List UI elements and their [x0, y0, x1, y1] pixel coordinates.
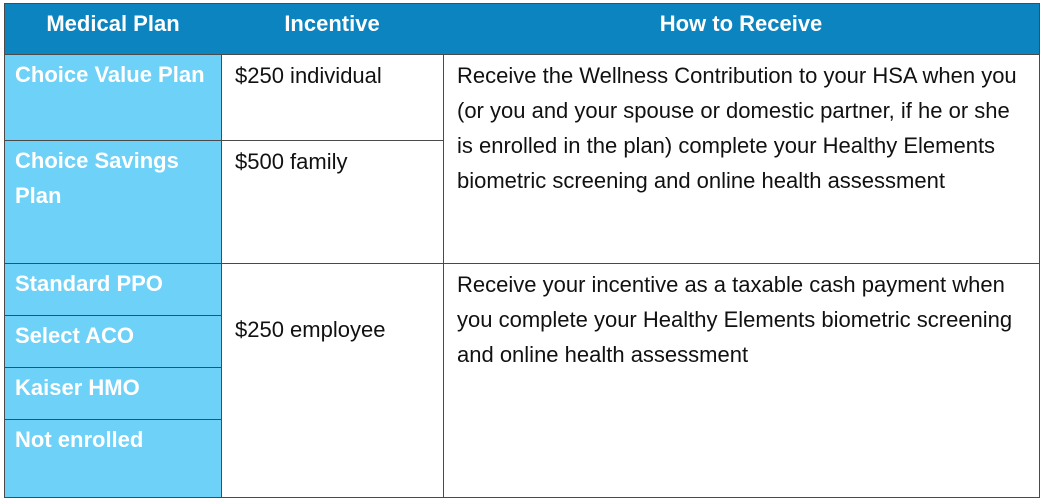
plan-standard-ppo: Standard PPO — [5, 263, 221, 315]
plan-kaiser-hmo: Kaiser HMO — [5, 367, 221, 419]
divider-plan-4 — [5, 419, 221, 420]
divider-plan-3 — [5, 367, 221, 368]
plan-select-aco: Select ACO — [5, 315, 221, 367]
incentive-employee: $250 employee — [221, 263, 443, 497]
incentive-family: $500 family — [221, 140, 443, 263]
plan-not-enrolled: Not enrolled — [5, 419, 221, 497]
incentive-table — [4, 3, 1040, 498]
divider-plan-2 — [5, 315, 221, 316]
divider-plan-incentive — [221, 54, 222, 497]
divider-group — [5, 263, 1039, 264]
header-medical-plan: Medical Plan — [5, 4, 221, 54]
plan-choice-savings: Choice Savings Plan — [5, 140, 221, 263]
header-how-to-receive: How to Receive — [443, 4, 1039, 54]
divider-header — [5, 54, 1039, 55]
how-cash-payment: Receive your incentive as a taxable cash payment when you complete your Healthy Elements biometric screening and online health assessment — [443, 263, 1039, 497]
incentive-individual: $250 individual — [221, 54, 443, 140]
plan-choice-value: Choice Value Plan — [5, 54, 221, 140]
header-incentive: Incentive — [221, 4, 443, 54]
divider-incentive-how — [443, 54, 444, 497]
divider-row-1 — [5, 140, 443, 141]
how-hsa-contribution: Receive the Wellness Contribution to your HSA when you (or you and your spouse or domestic partner, if he or she is enrolled in the plan) complete your Healthy Elements biometric screening and online health assessment — [443, 54, 1039, 263]
